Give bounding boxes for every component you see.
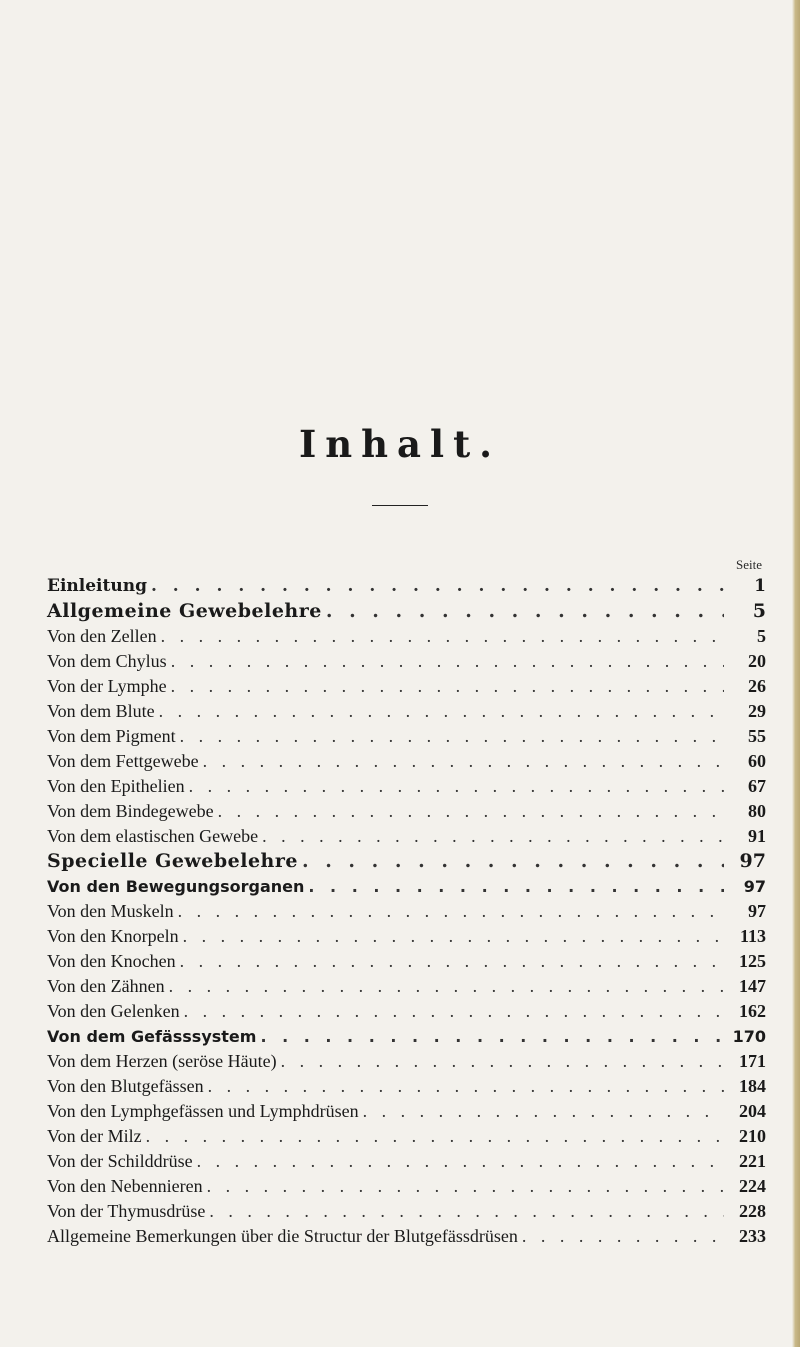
toc-entry [47,574,766,599]
toc-entry-page: 125 [739,951,766,971]
dot-leader [184,999,724,1024]
toc-entry-label: Von der Lymphe [47,676,167,696]
toc-entry-page: 224 [739,1176,766,1196]
toc-entry [47,899,766,924]
toc-entry [47,1174,766,1199]
dot-leader [203,749,724,774]
toc-entry-label: Von den Knochen [47,951,176,971]
toc-entry-label: Von dem elastischen Gewebe [47,826,259,846]
dot-leader [308,874,724,899]
toc-entry-page: 97 [743,877,766,896]
toc-entry-page: 113 [739,926,766,946]
title-rule [372,505,428,506]
toc-entry-page: 233 [739,1226,766,1246]
dot-leader [146,1124,724,1149]
toc-entry [47,674,766,699]
toc-entry-page: 60 [748,751,766,771]
dot-leader [208,1074,724,1099]
dot-leader [159,699,724,724]
toc-entry [47,1149,766,1174]
toc-entry-label: Von dem Fettgewebe [47,751,199,771]
toc-entry-label: Von den Lymphgefässen und Lymphdrüsen [47,1101,359,1121]
dot-leader [180,724,724,749]
toc-entry-label: Von der Thymusdrüse [47,1201,206,1221]
toc-entry-page: 221 [739,1151,766,1171]
dot-leader [218,799,724,824]
toc-entry [47,1049,766,1074]
dot-leader [302,849,724,874]
toc-entry-label: Von den Zähnen [47,976,165,996]
toc-entry-label: Specielle Gewebelehre [47,850,298,872]
dot-leader [178,899,724,924]
toc-entry-label: Von den Knorpeln [47,926,179,946]
toc-entry-label: Von den Epithelien [47,776,185,796]
toc-entry [47,774,766,799]
toc-entry-label: Von der Schilddrüse [47,1151,193,1171]
toc-entry-label: Von dem Gefässsystem [47,1027,257,1046]
dot-leader [262,824,724,849]
toc-entry-page: 5 [757,626,766,646]
toc-entry-label: Von den Gelenken [47,1001,180,1021]
toc-entry-page: 26 [748,676,766,696]
toc-entry [47,724,766,749]
toc-entry [47,1199,766,1224]
toc-entry [47,599,766,624]
dot-leader [180,949,724,974]
toc-entry-page: 147 [739,976,766,996]
toc-entry [47,1099,766,1124]
toc-entry-label: Von den Blutgefässen [47,1076,204,1096]
toc-entry-page: 97 [739,850,766,872]
dot-leader [169,974,724,999]
toc-entry-label: Von den Zellen [47,626,157,646]
page-edge [792,0,800,1347]
dot-leader [183,924,724,949]
dot-leader [189,774,724,799]
toc-entry-page: 97 [748,901,766,921]
toc-entry-label: Einleitung [47,576,147,596]
toc-entry [47,1124,766,1149]
toc-entry-page: 55 [748,726,766,746]
toc-entry-page: 91 [748,826,766,846]
toc-entry-label: Von dem Herzen (seröse Häute) [47,1051,277,1071]
toc-entry [47,699,766,724]
dot-leader [522,1224,724,1249]
toc-entry-page: 210 [739,1126,766,1146]
page-column-header: Seite [736,557,762,572]
toc-entry-page: 67 [748,776,766,796]
toc-entry-label: Von dem Chylus [47,651,167,671]
toc-entry [47,874,766,899]
dot-leader [260,1024,724,1049]
toc-entry-label: Von dem Blute [47,701,155,721]
page-title: Inhalt. [298,422,502,466]
dot-leader [151,574,724,599]
toc-entry-page: 228 [739,1201,766,1221]
toc-entry-label: Von den Bewegungsorganen [47,877,305,896]
toc-entry-label: Von den Nebennieren [47,1176,203,1196]
toc-entry-page: 184 [739,1076,766,1096]
toc-entry-page: 20 [748,651,766,671]
toc-entry [47,924,766,949]
dot-leader [281,1049,724,1074]
dot-leader [363,1099,724,1124]
dot-leader [161,624,724,649]
toc-entry [47,749,766,774]
toc-entry-page: 5 [752,600,766,622]
table-of-contents [47,574,766,1249]
toc-entry [47,824,766,849]
toc-entry [47,949,766,974]
toc-entry-page: 80 [748,801,766,821]
toc-entry-page: 171 [739,1051,766,1071]
toc-entry [47,1024,766,1049]
dot-leader [209,1199,724,1224]
toc-entry-label: Allgemeine Bemerkungen über die Structur der Blutgefässdrüsen [47,1226,518,1246]
toc-entry [47,799,766,824]
dot-leader [197,1149,724,1174]
toc-entry [47,849,766,874]
toc-entry-page: 162 [739,1001,766,1021]
dot-leader [171,674,724,699]
toc-entry [47,974,766,999]
dot-leader [326,599,724,624]
toc-entry-page: 170 [732,1027,766,1046]
toc-entry [47,1224,766,1249]
toc-entry-page: 1 [754,576,766,596]
dot-leader [171,649,724,674]
toc-entry-label: Von dem Pigment [47,726,176,746]
toc-entry-label: Von dem Bindegewebe [47,801,214,821]
toc-entry-label: Allgemeine Gewebelehre [47,600,322,622]
toc-entry-label: Von der Milz [47,1126,142,1146]
toc-entry [47,649,766,674]
toc-entry [47,624,766,649]
dot-leader [207,1174,724,1199]
toc-entry [47,1074,766,1099]
toc-entry-label: Von den Muskeln [47,901,174,921]
toc-entry [47,999,766,1024]
toc-entry-page: 204 [739,1101,766,1121]
toc-entry-page: 29 [748,701,766,721]
